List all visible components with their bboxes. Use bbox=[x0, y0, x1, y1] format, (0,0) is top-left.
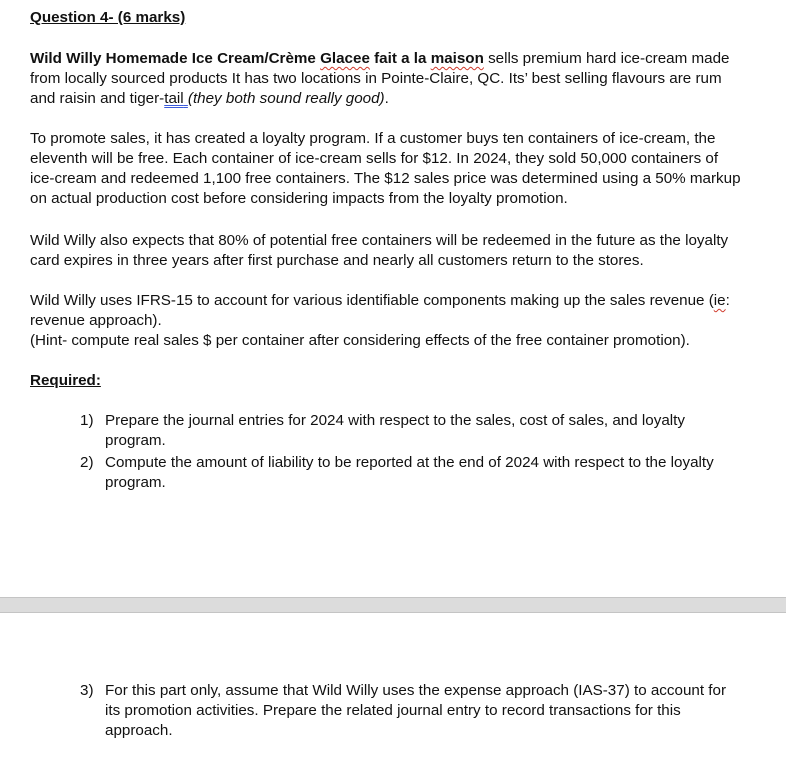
required-heading: Required: bbox=[30, 372, 101, 389]
ifrs-text-end: : revenue approach). bbox=[30, 292, 730, 329]
list-text: Prepare the journal entries for 2024 with respect to the sales, cost of sales, and loyalty program. bbox=[105, 412, 685, 449]
paragraph-ifrs15 bbox=[30, 291, 742, 331]
list-number: 2) bbox=[80, 454, 94, 471]
paragraph-hint: (Hint- compute real sales $ per container after considering effects of the free container promotion). bbox=[30, 332, 690, 349]
paragraph-redemption-expectation: Wild Willy also expects that 80% of potential free containers will be redeemed in the future as the loyalty card expires in three years after first purchase and nearly all customers return to the stores. bbox=[30, 232, 729, 269]
list-text: For this part only, assume that Wild Willy uses the expense approach (IAS-37) to account for its promotion activities. Prepare the related journal entry to record transactions for this approach. bbox=[105, 682, 726, 739]
page-break bbox=[0, 597, 786, 613]
required-item-3 bbox=[80, 681, 730, 741]
italic-note: (they both sound really good) bbox=[187, 90, 385, 107]
spelling-error-ie[interactable]: ie bbox=[713, 292, 726, 309]
spelling-error-maison[interactable]: maison bbox=[430, 50, 484, 67]
spelling-error-glacee[interactable]: Glacee bbox=[320, 50, 370, 67]
intro-text: sells premium hard ice-cream made from locally sourced products It has two locations in Pointe-Claire, QC. Its’ best selling flavours are rum and raisin and tiger- bbox=[30, 50, 730, 107]
required-item-1 bbox=[80, 411, 730, 451]
grammar-flag-tail[interactable]: tail bbox=[164, 90, 184, 107]
list-text: Compute the amount of liability to be reported at the end of 2024 with respect to the loyalty program. bbox=[105, 454, 714, 491]
list-number: 1) bbox=[80, 412, 94, 429]
company-name-part: fait a la bbox=[369, 50, 431, 67]
intro-end: . bbox=[384, 90, 389, 107]
required-item-2 bbox=[80, 453, 730, 493]
paragraph-company-intro bbox=[30, 49, 742, 109]
paragraph-loyalty-program: To promote sales, it has created a loyalty program. If a customer buys ten containers of ice-cream, the eleventh will be free. Each container of ice-cream sells for $12. In 2024, they sold 50,000 containers of ice-cream and redeemed 1,100 free containers. The $12 sales price was determined using a 50% markup on actual production cost before considering impacts from the loyalty promotion. bbox=[30, 130, 741, 207]
company-name-part: Wild Willy Homemade Ice Cream/Crème bbox=[30, 50, 321, 67]
ifrs-text: Wild Willy uses IFRS-15 to account for various identifiable components making up the sales revenue ( bbox=[30, 292, 714, 309]
question-title: Question 4- (6 marks) bbox=[30, 9, 186, 26]
list-number: 3) bbox=[80, 682, 94, 699]
